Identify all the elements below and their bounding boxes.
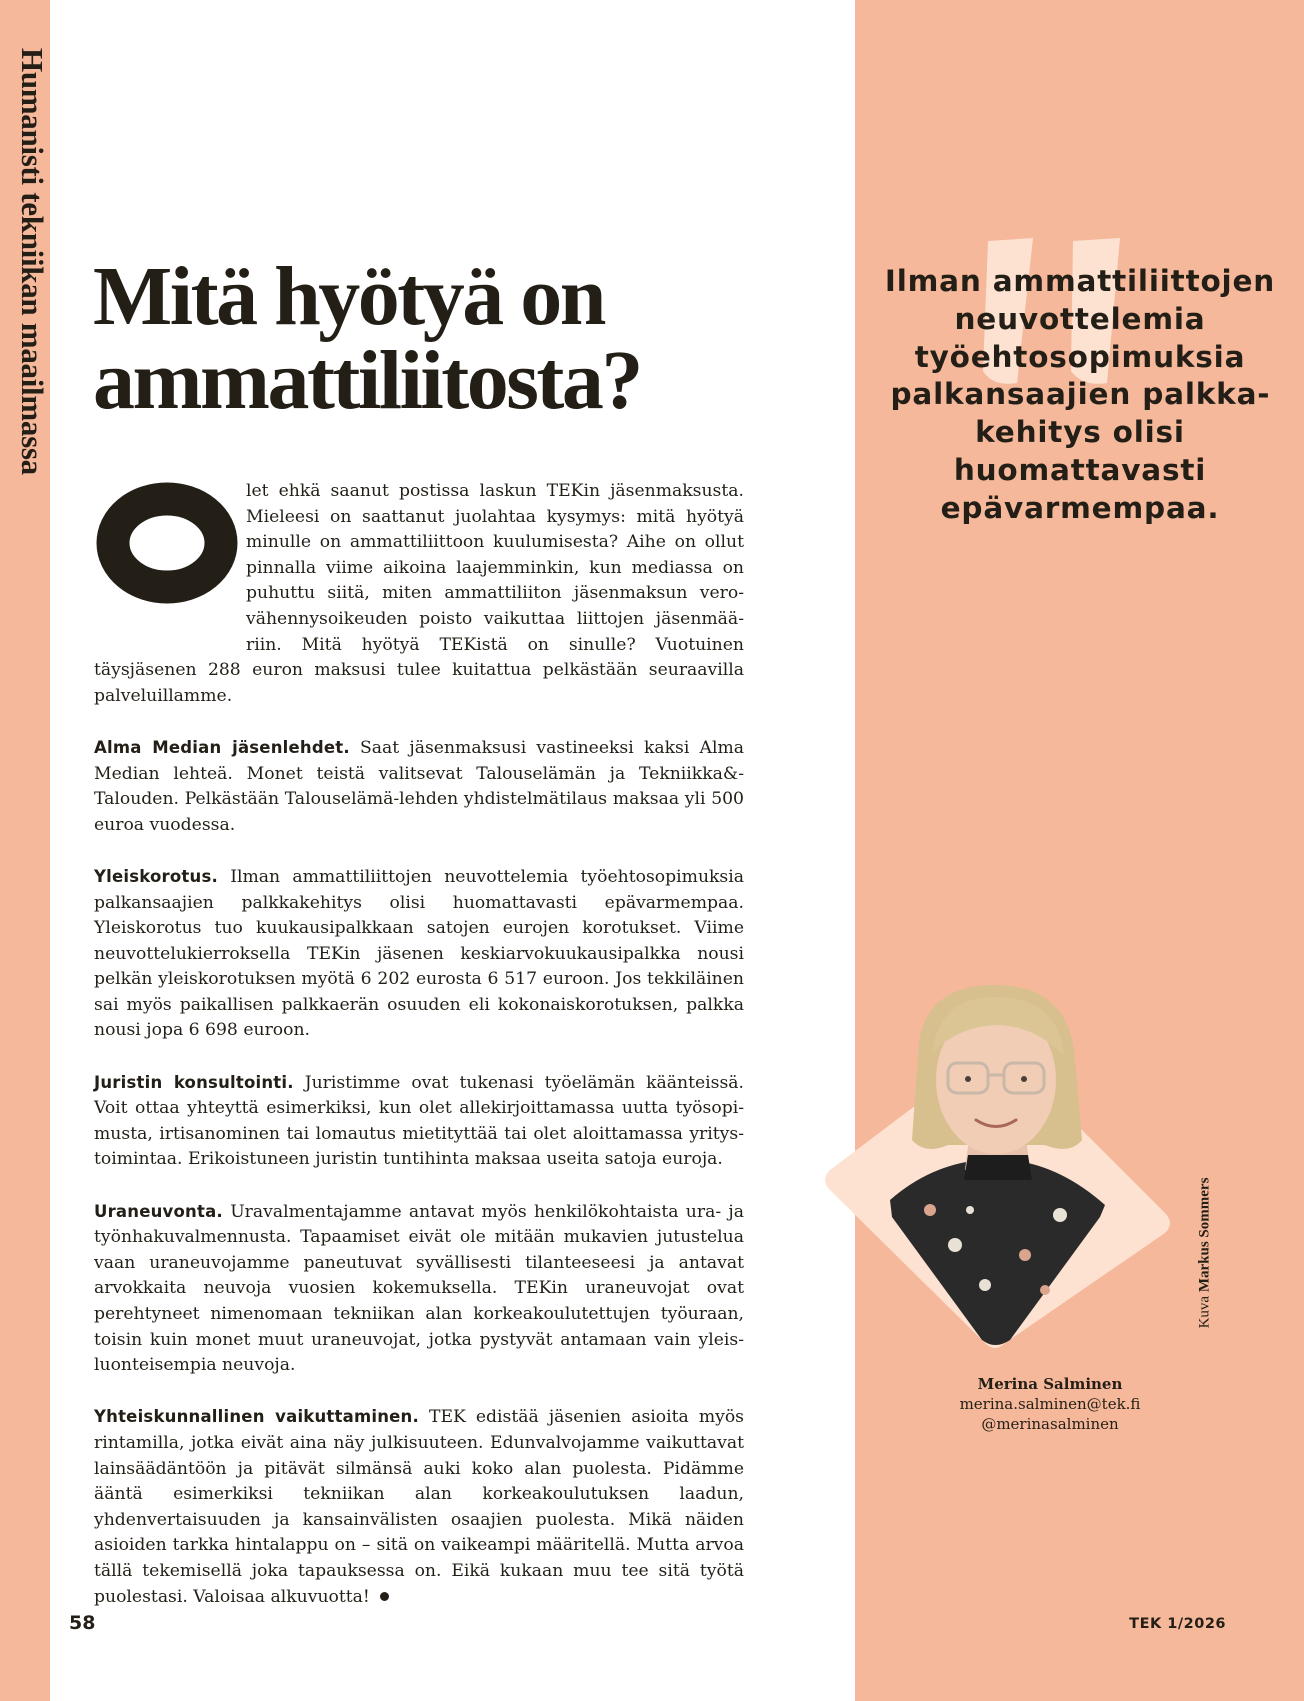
- author-info: [930, 1374, 1170, 1434]
- section-lead: Alma Median jäsenlehdet.: [94, 737, 350, 757]
- section-lead: Yhteiskunnallinen vaikuttaminen.: [94, 1407, 419, 1427]
- section-text: Saat jäsenmaksusi vastineeksi kaksi Alma Median lehteä. Monet teistä valitsevat Talouselämän ja Tekniikka&Talouden. Pelkästään Talouselämä-lehden yhdistelmätilaus maksaa yli 500 euroa vuodessa.: [94, 737, 744, 835]
- headline: Mitä hyötyä on ammattiliitosta?: [93, 250, 641, 427]
- issue-label: TEK 1/2026: [1129, 1616, 1226, 1632]
- section-text: Ilman ammattiliittojen neuvottelemia työehtosopimuksia palkansaajien palkkakehitys olisi huomattavasti epävarmempaa. Yleiskorotus tuo kuukausipalkkaan satojen eurojen korotukset. Viime neuvottelukierroksella TEKin jäsenen keskiarvokuukausipalkka nousi pelkän yleiskorotuksen myötä 6 202 eurosta 6 517 euroon. Jos tekkiläinen sai myös paikallisen palkkaerän osuuden eli kokonaiskorotuksen, palkka nousi jopa 6 698 euroon.: [94, 866, 744, 1041]
- section-text: Juristimme ovat tukenasi työelämän käänteissä. Voit ottaa yhteyttä esimerkiksi, kun olet allekirjoittamassa uutta työsopimusta, irtisanominen tai lomautus mietityttää tai olet aloittamassa yritystoimintaa. Erikoistuneen juristin tuntihinta maksaa useita satoja euroja.: [94, 1072, 745, 1170]
- author-portrait: [820, 955, 1190, 1350]
- section-text: TEK edistää jäsenien asioita myös rintamilla, jotka eivät aina näy julkisuuteen. Edunvalvojamme vaikuttavat lainsäädäntöön ja pitävät silmänsä auki koko alan puolesta. Pidämme ääntä esimerkiksi tekniikan alan korkeakoulutuksen laadun, yhdenvertaisuuden ja kansainvälisten osaajien puolesta. Mikä näiden asioiden tarkka hintalappu on – sitä on vaikeampi määritellä. Mutta arvoa tällä tekemisellä joka tapauksessa on. Eikä kukaan muu tee sitä työtä puolestasi. Valoisaa alkuvuotta!: [94, 1407, 745, 1607]
- dropcap: [94, 478, 246, 633]
- section-text: Uravalmentajamme antavat myös henkilökohtaista ura- ja työnhakuvalmennusta. Tapaamiset eivät ole mitään mukavien jutustelua vaan uraneuvojamme paneutuvat syvällisesti tilanteeseesi ja antavat arvokkaita neuvoja vuosien kokemuksella. TEKin uraneuvojat ovat perehtyneet nimenomaan tekniikan alan korkeakoulutettujen työuraan, toisin kuin monet muut uraneuvojat, jotka pystyvät antamaan vain yleisluonteisempia neuvoja.: [94, 1201, 744, 1376]
- section-paragraph: [94, 1070, 744, 1173]
- section-lead: Uraneuvonta.: [94, 1201, 223, 1221]
- author-handle[interactable]: @merinasalminen: [981, 1415, 1119, 1433]
- intro-text: let ehkä saanut postissa laskun TEKin jäsenmaksusta. Mieleesi on saattanut juolahtaa kysymys: mitä hyötyä minulle on ammattiliittoon kuulumisesta? Aihe on ollut pinnalla viime aikoina laajemminkin, kun mediassa on puhuttu siitä, miten ammattiliiton jäsenmaksun verovähennysoikeuden poisto vaikuttaa liittojen jäsenmääriin. Mitä hyötyä TEKistä on sinulle? Vuotuinen täysjäsenen 288 euron maksusi tulee kuitattua pelkästään seuraavilla palveluillamme.: [94, 481, 744, 706]
- photo-credit-prefix: Kuva: [1196, 1295, 1213, 1329]
- section-paragraph: [94, 1199, 744, 1379]
- section-paragraph: [94, 735, 744, 838]
- article-body: [94, 479, 744, 1636]
- author-email[interactable]: merina.salminen@tek.fi: [959, 1395, 1141, 1413]
- section-label: Humanisti tekniikan maailmassa: [15, 48, 50, 475]
- author-name: Merina Salminen: [977, 1375, 1123, 1393]
- photo-credit: [1197, 1178, 1214, 1329]
- page-number: 58: [69, 1612, 96, 1634]
- intro-paragraph: [94, 479, 744, 709]
- end-mark-icon: [380, 1592, 389, 1601]
- section-paragraph: [94, 1404, 744, 1610]
- section-lead: Juristin konsultointi.: [94, 1072, 294, 1092]
- photographer-name: Markus Sommers: [1196, 1177, 1213, 1293]
- pull-quote: Ilman ammattiliittojen neuvottelemia työehtosopimuksia palkansaajien palkkakehitys olisi huomattavasti epävarmempaa.: [884, 264, 1276, 525]
- section-paragraph: [94, 864, 744, 1044]
- dropcap-letter-o: [94, 478, 240, 608]
- section-lead: Yleiskorotus.: [94, 866, 218, 886]
